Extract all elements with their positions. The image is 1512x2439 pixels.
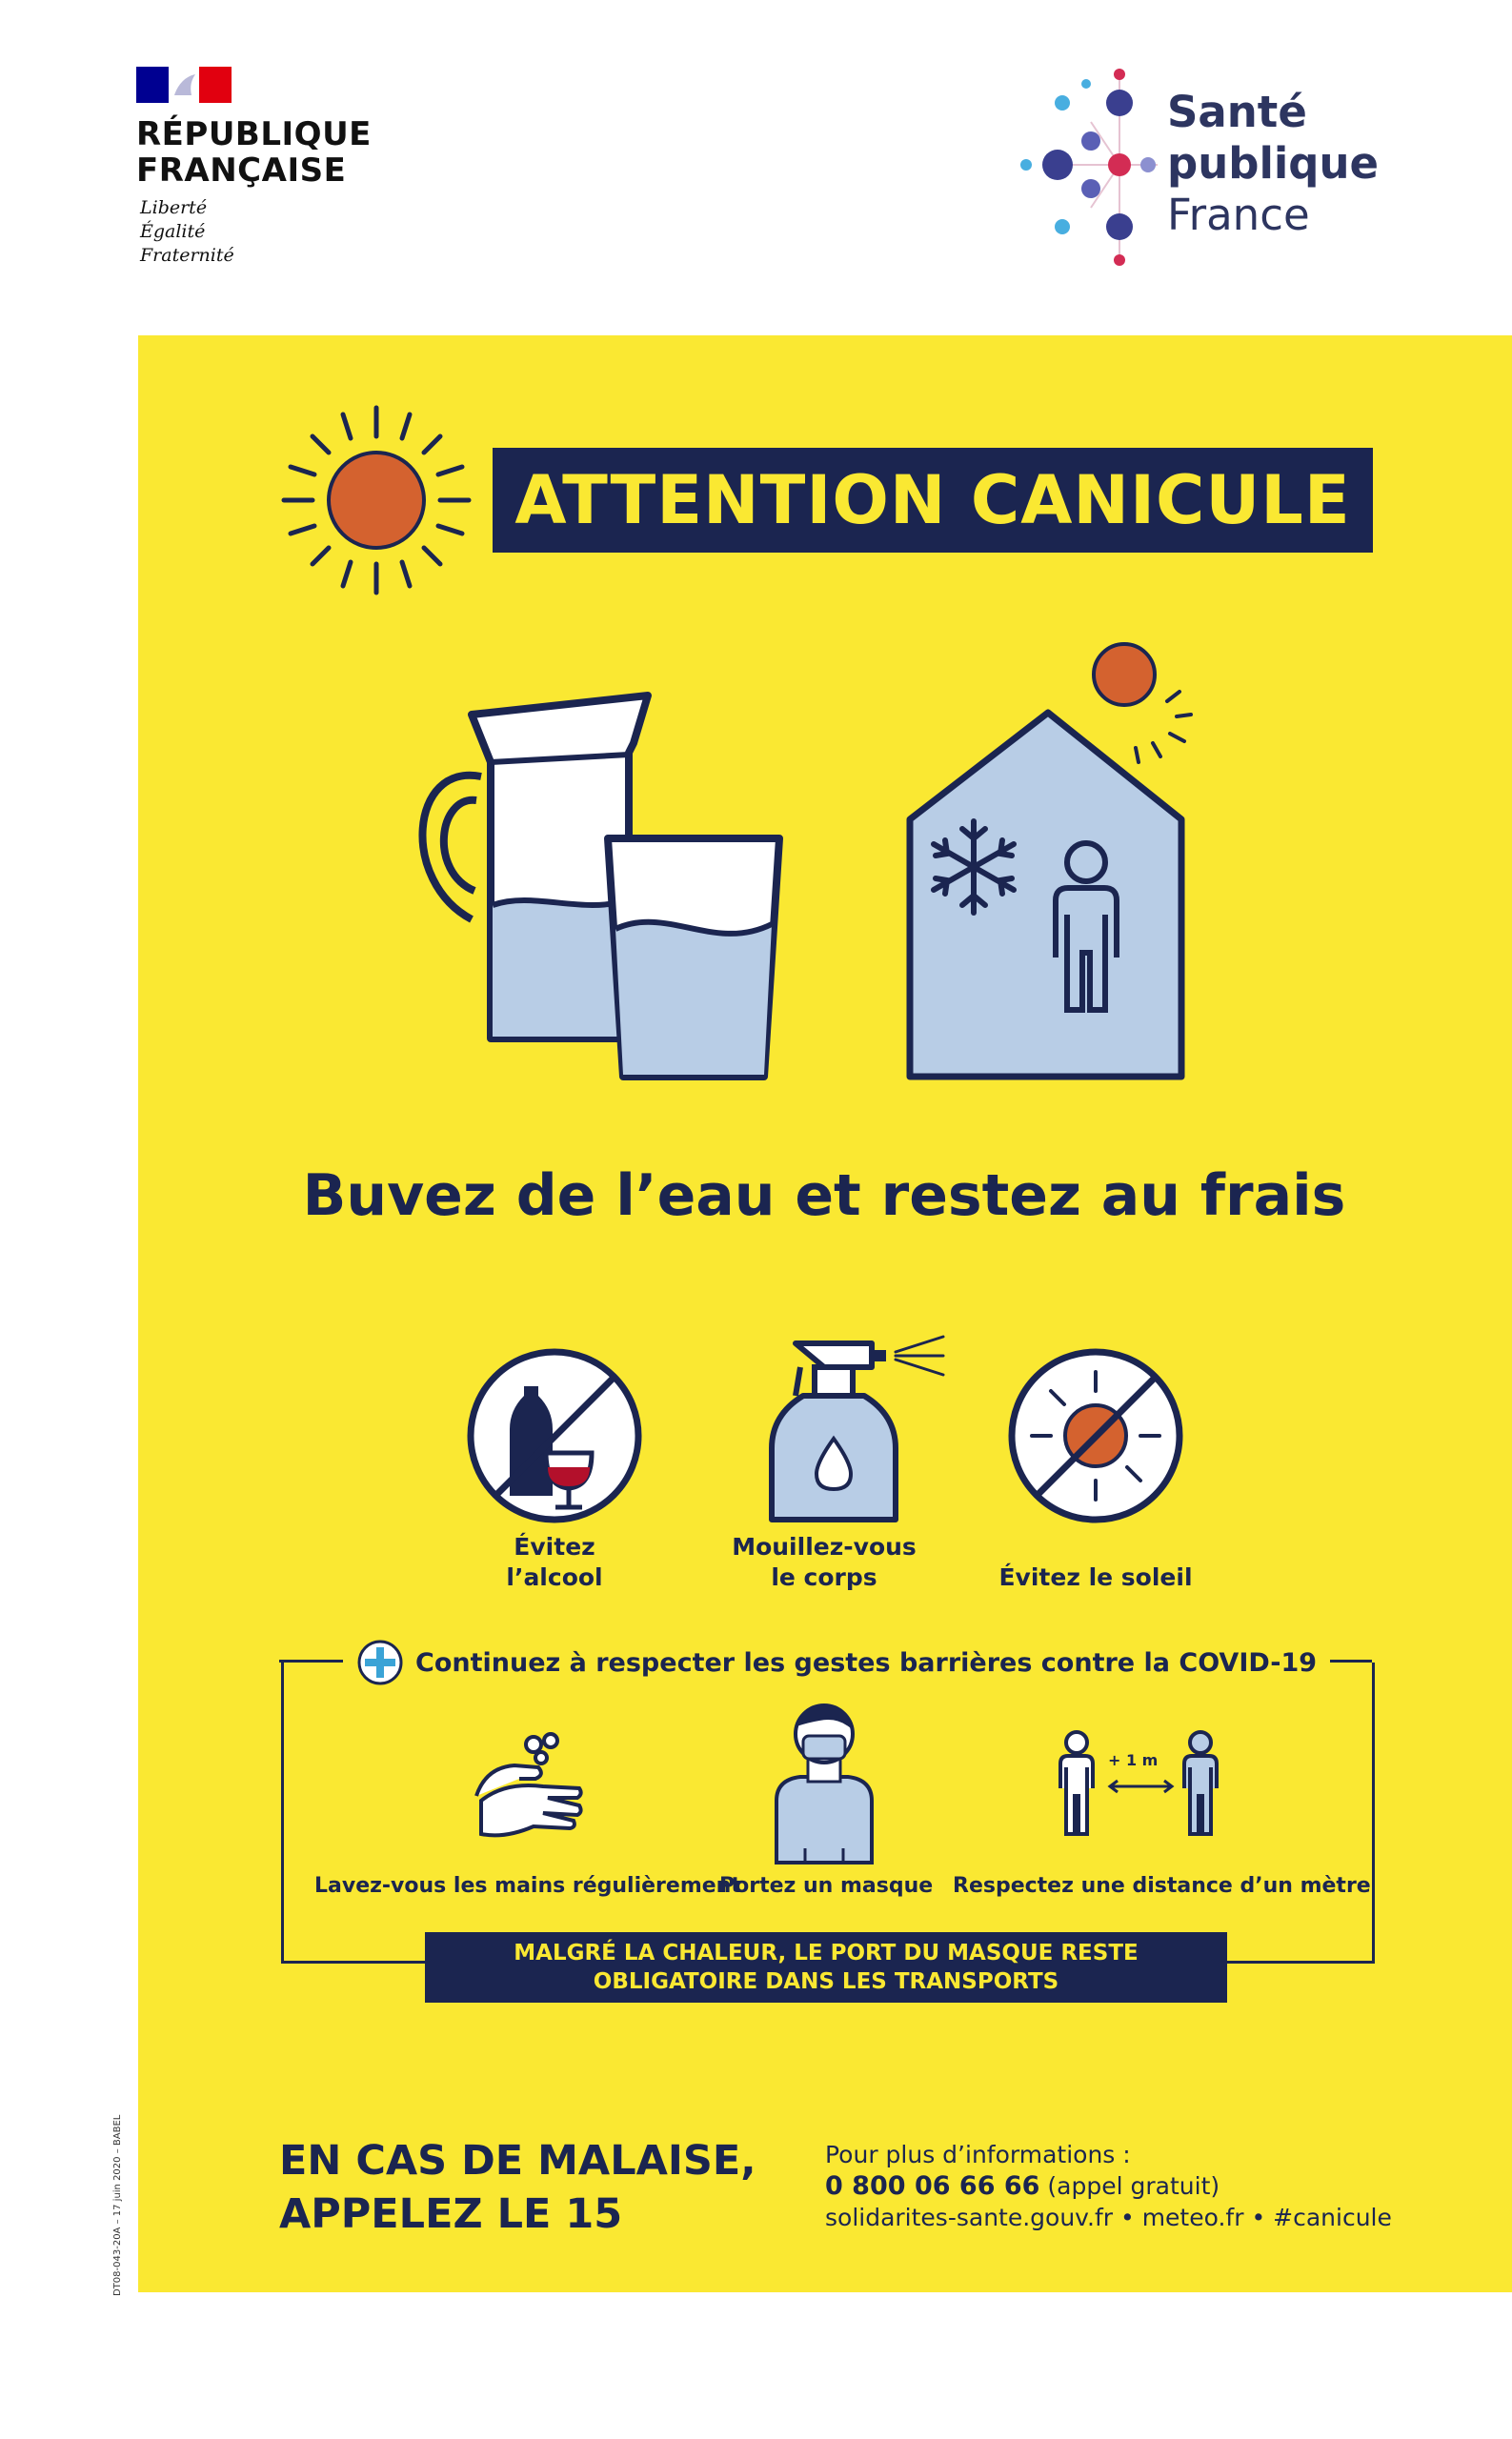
info-label: Pour plus d’informations : — [825, 2141, 1131, 2168]
info-block — [825, 2139, 1392, 2233]
no-sun-icon — [1003, 1343, 1189, 1529]
network-dots-icon — [1015, 65, 1158, 274]
motto-egalite: Égalité — [140, 221, 206, 242]
poster-subtitle: Buvez de l’eau et restez au frais — [302, 1162, 1346, 1229]
spf-line3: France — [1167, 190, 1310, 240]
info-links: solidarites-sante.gouv.fr • meteo.fr • #canicule — [825, 2204, 1392, 2231]
marianne-flag-icon — [136, 67, 232, 103]
tip-water-caption: Mouillez-vous le corps — [732, 1533, 917, 1591]
spf-line1: Santé — [1167, 87, 1307, 137]
phone-line — [825, 2170, 1392, 2202]
hand-washing-icon — [467, 1729, 591, 1844]
spray-bottle-icon — [767, 1329, 948, 1534]
print-reference-code: DT08-043-20A – 17 juin 2020 – BABEL — [112, 2114, 123, 2296]
cool-house-icon — [896, 629, 1200, 1086]
motto-fraternite: Fraternité — [140, 245, 234, 266]
phone-number: 0 800 06 66 66 — [825, 2171, 1040, 2201]
title-banner — [493, 448, 1373, 553]
republique-line2: FRANÇAISE — [136, 151, 347, 190]
mask-notice-line1: MALGRÉ LA CHALEUR, LE PORT DU MASQUE RESTE — [514, 1941, 1139, 1965]
emergency-line2: APPELEZ LE 15 — [279, 2190, 623, 2238]
covid-heading — [343, 1639, 1330, 1686]
mask-notice-banner — [425, 1932, 1227, 2003]
tip-alcohol-caption: Évitez l’alcool — [506, 1533, 603, 1591]
poster-title: ATTENTION CANICULE — [514, 461, 1351, 539]
spf-line2: publique — [1167, 138, 1380, 189]
gesture-distance-caption: Respectez une distance d’un mètre — [953, 1874, 1371, 1898]
mask-notice-line2: OBLIGATOIRE DANS LES TRANSPORTS — [593, 1969, 1059, 1994]
mask-person-icon — [772, 1696, 877, 1867]
distance-label: + 1 m — [1108, 1751, 1159, 1769]
gesture-wash-caption: Lavez-vous les mains régulièrement — [314, 1874, 741, 1898]
emergency-notice — [279, 2134, 756, 2241]
emergency-line1: EN CAS DE MALAISE, — [279, 2137, 756, 2185]
sante-publique-france-logo — [1015, 65, 1380, 274]
republique-line1: RÉPUBLIQUE — [136, 115, 372, 153]
no-alcohol-icon — [462, 1343, 648, 1529]
gesture-mask-caption: Portez un masque — [719, 1874, 934, 1898]
tip-sun-caption: Évitez le soleil — [998, 1563, 1193, 1591]
social-distance-icon — [1053, 1729, 1243, 1844]
frame-top-left-segment — [279, 1660, 346, 1665]
water-pitcher-and-glass-icon — [391, 676, 791, 1096]
sun-icon — [276, 400, 476, 600]
plus-icon — [356, 1639, 404, 1686]
motto-liberte: Liberté — [140, 197, 208, 218]
phone-note: (appel gratuit) — [1047, 2172, 1220, 2200]
covid-heading-text: Continuez à respecter les gestes barrières contre la COVID-19 — [415, 1647, 1318, 1678]
